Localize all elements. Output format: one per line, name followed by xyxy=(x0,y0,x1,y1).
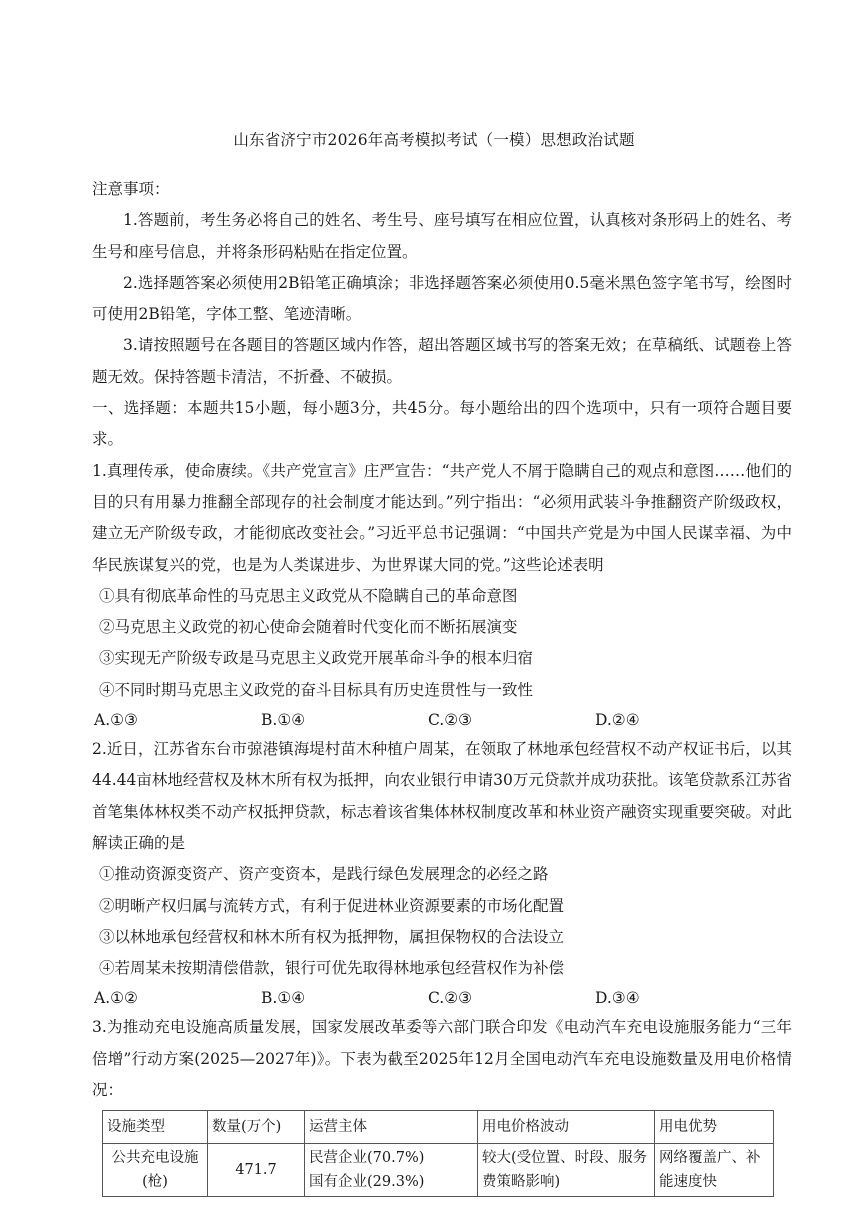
choice-b: B.①④ xyxy=(261,711,306,730)
question-2-choices xyxy=(92,984,792,1012)
table-cell: 公共充电设施(枪) xyxy=(103,1144,208,1197)
table-cell xyxy=(305,1144,478,1197)
choice-d: D.②④ xyxy=(595,711,640,730)
exam-content xyxy=(92,174,792,1197)
table-row xyxy=(103,1144,774,1197)
table-cell: 471.7 xyxy=(208,1144,305,1197)
choice-d: D.③④ xyxy=(595,989,640,1008)
question-1-choices xyxy=(92,706,792,734)
table-header: 数量(万个) xyxy=(208,1111,305,1144)
table-cell: 网络覆盖广、补能速度快 xyxy=(655,1144,774,1197)
table-header: 设施类型 xyxy=(103,1111,208,1144)
choice-a: A.①② xyxy=(94,989,138,1008)
note-item: 1.答题前，考生务必将自己的姓名、考生号、座号填写在相应位置，认真核对条形码上的姓名、考生号和座号信息，并将条形码粘贴在指定位置。 xyxy=(92,211,792,261)
note-item: 3.请按照题号在各题目的答题区域内作答，超出答题区域书写的答案无效；在草稿纸、试题卷上答题无效。保持答题卡清洁，不折叠、不破损。 xyxy=(92,336,792,386)
question-2-option: ③以林地承包经营权和林木所有权为抵押物，属担保物权的合法设立 xyxy=(99,927,565,946)
question-2-option: ②明晰产权归属与流转方式，有利于促进林业资源要素的市场化配置 xyxy=(99,896,565,915)
question-1-option: ①具有彻底革命性的马克思主义政党从不隐瞒自己的革命意图 xyxy=(99,586,518,605)
operator-state: 国有企业(29.3%) xyxy=(309,1174,425,1191)
notes-heading: 注意事项： xyxy=(92,180,170,198)
choice-c: C.②③ xyxy=(428,711,473,730)
table-header: 用电价格波动 xyxy=(478,1111,655,1144)
question-1-option: ④不同时期马克思主义政党的奋斗目标具有历史连贯性与一致性 xyxy=(99,680,534,699)
question-1-option: ②马克思主义政党的初心使命会随着时代变化而不断拓展演变 xyxy=(99,618,518,637)
page-title: 山东省济宁市2026年高考模拟考试（一模）思想政治试题 xyxy=(233,131,635,149)
choice-b: B.①④ xyxy=(261,989,306,1008)
note-item: 2.选择题答案必须使用2B铅笔正确填涂；非选择题答案必须使用0.5毫米黑色签字笔书写，绘图时可使用2B铅笔，字体工整、笔迹清晰。 xyxy=(92,273,792,324)
operator-private: 民营企业(70.7%) xyxy=(309,1150,425,1167)
question-3-stem: 3.为推动充电设施高质量发展，国家发展改革委等六部门联合印发《电动汽车充电设施服务能力“三年倍增”行动方案(2025—2027年)》。下表为截至2025年12月全国电动汽车充电设施数量及用电价格情况： xyxy=(92,1018,792,1100)
question-2-stem: 2.近日，江苏省东台市弶港镇海堤村苗木种植户周某，在领取了林地承包经营权不动产权证书后，以其44.44亩林地经营权及林木所有权为抵押，向农业银行申请30万元贷款并成功获批。该笔贷款系江苏省首笔集体林权类不动产权抵押贷款，标志着该省集体林权制度改革和林业资产融资实现重要突破。对此解读正确的是 xyxy=(92,740,792,852)
table-cell: 较大(受位置、时段、服务费策略影响) xyxy=(478,1144,655,1197)
section-heading: 一、选择题：本题共15小题，每小题3分，共45分。每小题给出的四个选项中，只有一项符合题目要求。 xyxy=(92,399,792,449)
choice-c: C.②③ xyxy=(428,989,473,1008)
question-2-option: ④若周某未按期清偿借款，银行可优先取得林地承包经营权作为补偿 xyxy=(99,959,565,978)
question-1-stem: 1.真理传承，使命赓续。《共产党宣言》庄严宣告：“共产党人不屑于隐瞒自己的观点和意图……他们的目的只有用暴力推翻全部现存的社会制度才能达到。”列宁指出：“必须用武装斗争推翻资产阶级政权，建立无产阶级专政，才能彻底改变社会。”习近平总书记强调：“中国共产党是为中国人民谋幸福、为中华民族谋复兴的党，也是为人类谋进步、为世界谋大同的党。”这些论述表明 xyxy=(92,461,792,574)
charging-facility-table xyxy=(102,1110,774,1197)
table-header: 运营主体 xyxy=(305,1111,478,1144)
table-header: 用电优势 xyxy=(655,1111,774,1144)
question-2-option: ①推动资源变资产、资产变资本，是践行绿色发展理念的必经之路 xyxy=(99,865,549,884)
choice-a: A.①③ xyxy=(94,711,138,730)
question-1-option: ③实现无产阶级专政是马克思主义政党开展革命斗争的根本归宿 xyxy=(99,649,534,668)
table-header-row xyxy=(103,1111,774,1144)
